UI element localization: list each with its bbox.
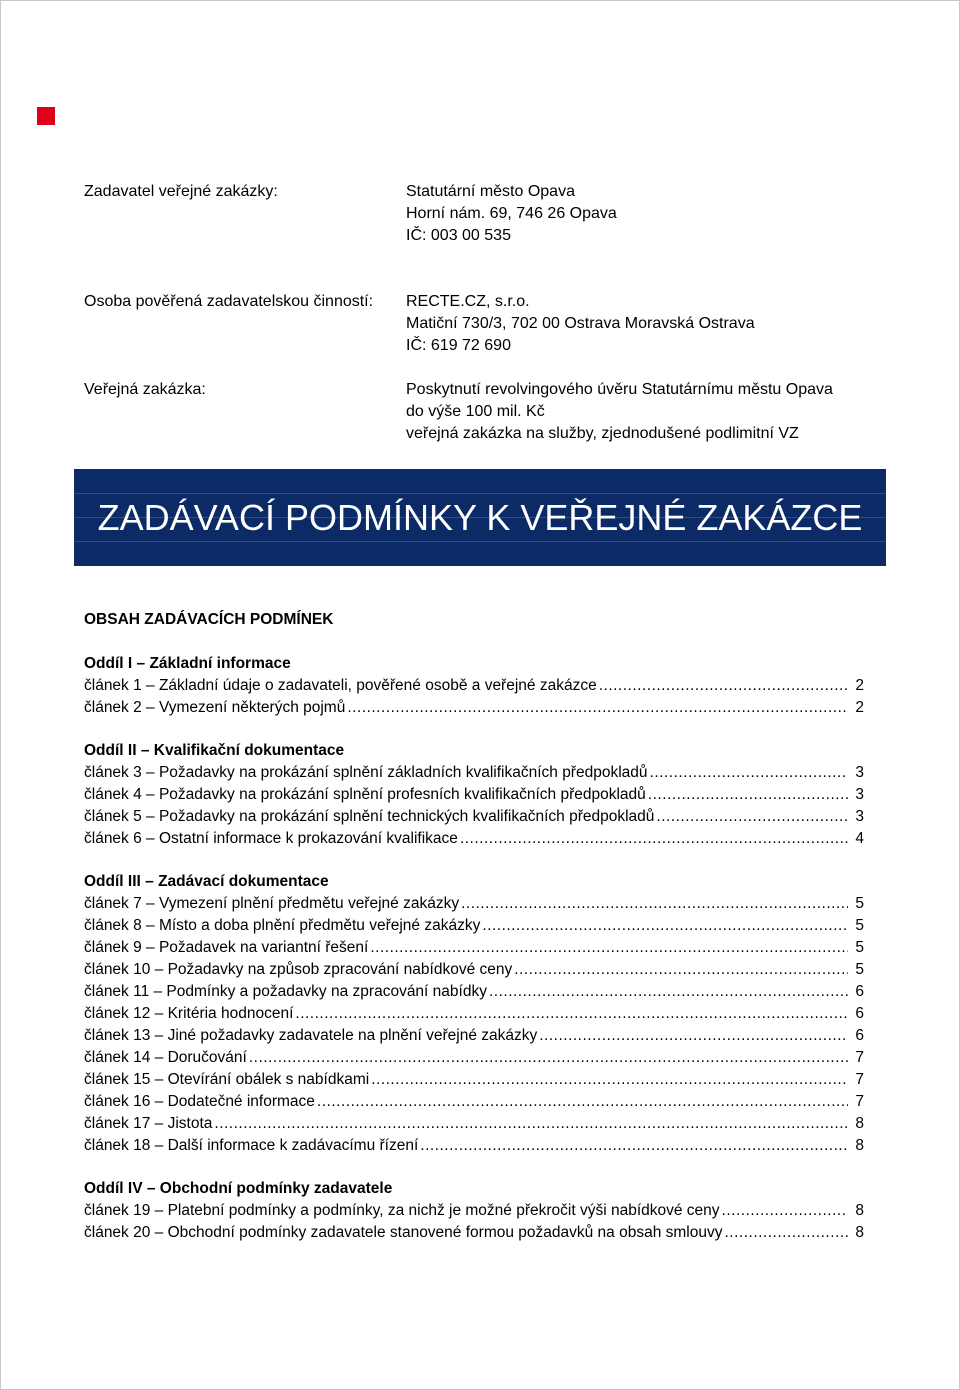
public-contract-amount: do výše 100 mil. Kč	[406, 403, 545, 420]
toc-leader-dots	[650, 762, 848, 784]
toc-entry-page: 7	[855, 1049, 864, 1066]
authorized-person-details	[406, 291, 755, 357]
toc-entry[interactable]	[84, 1222, 864, 1244]
toc-leader-dots	[599, 675, 848, 697]
toc-entry[interactable]	[84, 1025, 864, 1047]
toc-entry[interactable]	[84, 959, 864, 981]
toc-entry[interactable]	[84, 762, 864, 784]
toc-entry-page: 5	[855, 939, 864, 956]
toc-entry-page: 2	[855, 677, 864, 694]
authority-name: Statutární město Opava	[406, 183, 575, 200]
toc-entry-text: článek 6 – Ostatní informace k prokazování kvalifikace	[84, 830, 458, 847]
toc-entry-page: 8	[855, 1137, 864, 1154]
toc-entry-text: článek 16 – Dodatečné informace	[84, 1093, 315, 1110]
toc-section-heading: Oddíl IV – Obchodní podmínky zadavatele	[84, 1180, 393, 1197]
public-contract-details	[406, 379, 833, 445]
toc-entry-page: 4	[855, 830, 864, 847]
toc-entry-page: 8	[855, 1202, 864, 1219]
toc-entry-page: 5	[855, 917, 864, 934]
toc-entry[interactable]	[84, 937, 864, 959]
authorized-person-address: Matiční 730/3, 702 00 Ostrava Moravská Ostrava	[406, 315, 755, 332]
toc-entry[interactable]	[84, 1091, 864, 1113]
toc-entry[interactable]	[84, 784, 864, 806]
toc-leader-dots	[295, 1003, 848, 1025]
toc-entry[interactable]	[84, 1135, 864, 1157]
toc-title: OBSAH ZADÁVACÍCH PODMÍNEK	[84, 611, 334, 628]
toc-entry-text: článek 17 – Jistota	[84, 1115, 213, 1132]
toc-entry-page: 6	[855, 1005, 864, 1022]
toc-entry-text: článek 2 – Vymezení některých pojmů	[84, 699, 346, 716]
toc-leader-dots	[370, 937, 848, 959]
toc-entry-text: článek 1 – Základní údaje o zadavateli, pověřené osobě a veřejné zakázce	[84, 677, 597, 694]
authorized-person-label: Osoba pověřená zadavatelskou činností:	[84, 293, 374, 310]
toc-entry-text: článek 19 – Platební podmínky a podmínky, za nichž je možné překročit výši nabídkové ceny	[84, 1202, 720, 1219]
toc-entry[interactable]	[84, 981, 864, 1003]
toc-entry-page: 3	[855, 808, 864, 825]
toc-entry-text: článek 13 – Jiné požadavky zadavatele na plnění veřejné zakázky	[84, 1027, 538, 1044]
toc-leader-dots	[420, 1135, 848, 1157]
toc-entry-text: článek 12 – Kritéria hodnocení	[84, 1005, 294, 1022]
toc-leader-dots	[317, 1091, 848, 1113]
toc-entry[interactable]	[84, 915, 864, 937]
toc-entry[interactable]	[84, 828, 864, 850]
toc-entry-text: článek 14 – Doručování	[84, 1049, 247, 1066]
toc-entry-text: článek 8 – Místo a doba plnění předmětu veřejné zakázky	[84, 917, 481, 934]
banner-title: ZADÁVACÍ PODMÍNKY K VEŘEJNÉ ZAKÁZCE	[97, 497, 863, 538]
authorized-person-name: RECTE.CZ, s.r.o.	[406, 293, 530, 310]
toc-entry-text: článek 7 – Vymezení plnění předmětu veřejné zakázky	[84, 895, 460, 912]
toc-entry-page: 6	[855, 983, 864, 1000]
toc-leader-dots	[656, 806, 848, 828]
authority-address: Horní nám. 69, 746 26 Opava	[406, 205, 617, 222]
toc-entry[interactable]	[84, 675, 864, 697]
toc-leader-dots	[514, 959, 848, 981]
toc-entry-page: 6	[855, 1027, 864, 1044]
toc-entry-text: článek 4 – Požadavky na prokázání splnění profesních kvalifikačních předpokladů	[84, 786, 646, 803]
red-square-mark	[37, 107, 55, 125]
toc-entry-text: článek 11 – Podmínky a požadavky na zpracování nabídky	[84, 983, 487, 1000]
toc-entry-text: článek 20 – Obchodní podmínky zadavatele stanovené formou požadavků na obsah smlouvy	[84, 1224, 723, 1241]
toc-section-heading: Oddíl I – Základní informace	[84, 655, 291, 672]
toc-entry-page: 8	[855, 1115, 864, 1132]
contracting-authority-details	[406, 181, 617, 247]
title-banner	[74, 469, 886, 566]
toc-entry-text: článek 9 – Požadavek na variantní řešení	[84, 939, 369, 956]
toc-entry[interactable]	[84, 697, 864, 719]
toc-entry-page: 3	[855, 786, 864, 803]
public-contract-type: veřejná zakázka na služby, zjednodušené podlimitní VZ	[406, 425, 799, 442]
authority-id: IČ: 003 00 535	[406, 227, 511, 244]
toc-entry-page: 5	[855, 895, 864, 912]
toc-leader-dots	[460, 828, 848, 850]
toc-leader-dots	[648, 784, 848, 806]
toc-entry[interactable]	[84, 1047, 864, 1069]
toc-entry-text: článek 5 – Požadavky na prokázání splnění technických kvalifikačních předpokladů	[84, 808, 655, 825]
toc-entry[interactable]	[84, 1003, 864, 1025]
toc-entry-text: článek 18 – Další informace k zadávacímu řízení	[84, 1137, 419, 1154]
toc-section-heading: Oddíl III – Zadávací dokumentace	[84, 873, 329, 890]
contracting-authority-label: Zadavatel veřejné zakázky:	[84, 183, 278, 200]
toc-section-heading: Oddíl II – Kvalifikační dokumentace	[84, 742, 345, 759]
toc-leader-dots	[722, 1200, 848, 1222]
public-contract-subject: Poskytnutí revolvingového úvěru Statutárnímu městu Opava	[406, 381, 833, 398]
toc-entry-page: 5	[855, 961, 864, 978]
toc-leader-dots	[482, 915, 848, 937]
toc-entry[interactable]	[84, 1200, 864, 1222]
public-contract-label: Veřejná zakázka:	[84, 381, 206, 398]
toc-entry-page: 7	[855, 1071, 864, 1088]
toc-entry[interactable]	[84, 1069, 864, 1091]
toc-entry[interactable]	[84, 806, 864, 828]
toc-leader-dots	[539, 1025, 848, 1047]
toc-leader-dots	[724, 1222, 848, 1244]
toc-leader-dots	[214, 1113, 848, 1135]
authorized-person-id: IČ: 619 72 690	[406, 337, 511, 354]
toc-leader-dots	[489, 981, 848, 1003]
toc-entry-page: 7	[855, 1093, 864, 1110]
toc-entry-text: článek 15 – Otevírání obálek s nabídkami	[84, 1071, 370, 1088]
toc-entry-text: článek 3 – Požadavky na prokázání splnění základních kvalifikačních předpokladů	[84, 764, 648, 781]
toc-entry-page: 8	[855, 1224, 864, 1241]
toc-entry-page: 2	[855, 699, 864, 716]
toc-entry-page: 3	[855, 764, 864, 781]
table-of-contents	[84, 609, 864, 1244]
toc-entry[interactable]	[84, 893, 864, 915]
toc-entry-text: článek 10 – Požadavky na způsob zpracování nabídkové ceny	[84, 961, 513, 978]
toc-leader-dots	[347, 697, 848, 719]
toc-leader-dots	[371, 1069, 848, 1091]
toc-leader-dots	[249, 1047, 848, 1069]
toc-entry[interactable]	[84, 1113, 864, 1135]
toc-leader-dots	[461, 893, 848, 915]
